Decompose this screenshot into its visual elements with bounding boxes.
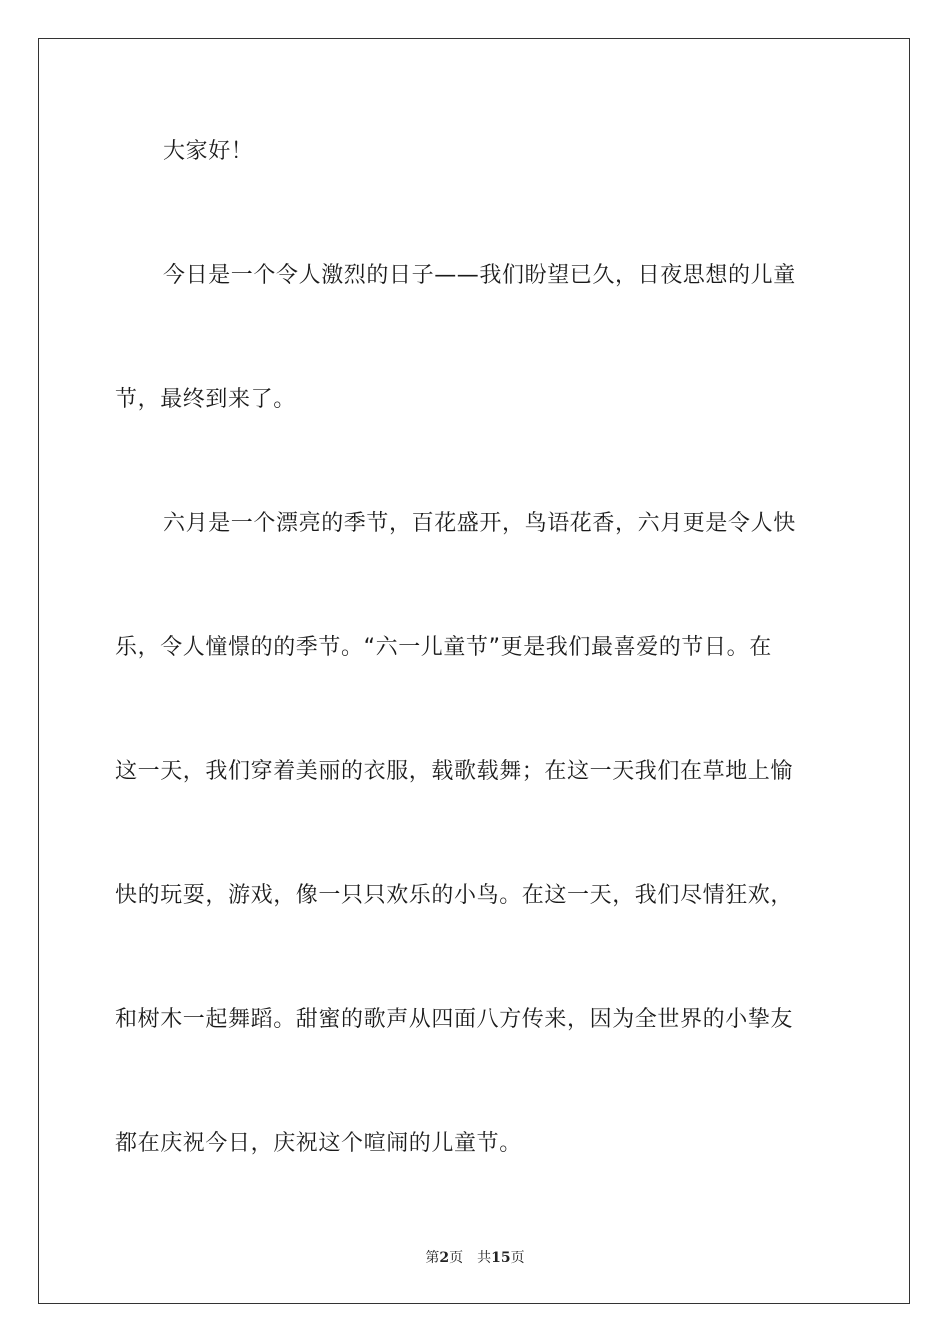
page-frame [38, 38, 910, 1304]
paragraph-2-line-5: 和树木一起舞蹈。甜蜜的歌声从四面八方传来，因为全世界的小挚友 [115, 1007, 794, 1032]
page-footer [0, 1248, 950, 1268]
total-suffix: 页 [510, 1250, 525, 1266]
paragraph-1-line-1: 今日是一个令人激烈的日子——我们盼望已久，日夜思想的儿童 [163, 263, 796, 288]
paragraph-2-line-1: 六月是一个漂亮的季节，百花盛开，鸟语花香，六月更是令人快 [163, 511, 796, 536]
total-pages: 15 [491, 1250, 511, 1266]
page-prefix: 第 [425, 1250, 440, 1266]
paragraph-2-line-6: 都在庆祝今日，庆祝这个喧闹的儿童节。 [115, 1131, 522, 1156]
total-prefix: 共 [477, 1250, 492, 1266]
page-suffix: 页 [449, 1250, 464, 1266]
paragraph-2-line-2: 乐，令人憧憬的的季节。“六一儿童节”更是我们最喜爱的节日。在 [115, 635, 772, 660]
paragraph-2-line-4: 快的玩耍，游戏，像一只只欢乐的小鸟。在这一天，我们尽情狂欢， [115, 883, 794, 908]
greeting-line: 大家好！ [163, 139, 254, 164]
paragraph-1-line-2: 节，最终到来了。 [115, 387, 296, 412]
paragraph-2-line-3: 这一天，我们穿着美丽的衣服，载歌载舞；在这一天我们在草地上愉 [115, 759, 794, 784]
page-number: 2 [439, 1250, 450, 1266]
